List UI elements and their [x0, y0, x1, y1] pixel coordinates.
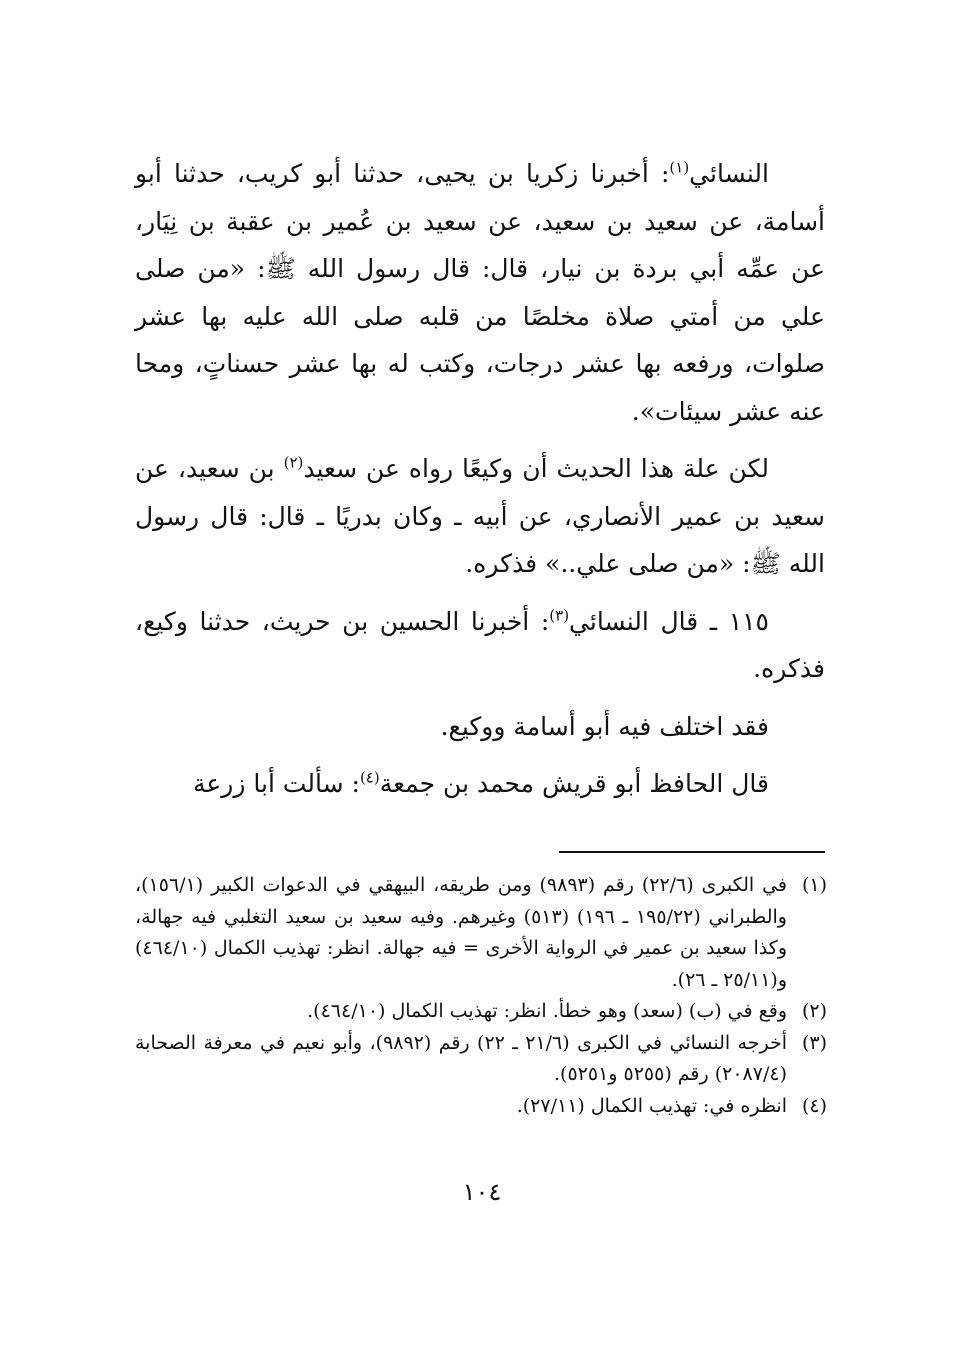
footnote [135, 996, 827, 1028]
footnote-text: انظره في: تهذيب الكمال (٢٧/١١). [516, 1094, 787, 1117]
footnote-number: (٣) [801, 1031, 827, 1054]
footnote-text: في الكبرى (٢٢/٦) رقم (٩٨٩٣) ومن طريقه، البيهقي في الدعوات الكبير (١٥٦/١)، والطبراني (١٩٥/٢٢ ـ ١٩٦) (٥١٣) وغيرهم. وفيه سعيد بن سعيد التغلبي فيه جهالة، وكذا سعيد بن عمير في الرواية الأخرى = فيه جهالة. انظر: تهذيب الكمال (٤٦٤/١٠) و(٢٥/١١ ـ ٢٦). [135, 874, 787, 991]
footnote [135, 1028, 827, 1091]
footnote-number: (١) [801, 874, 827, 896]
footnotes [135, 870, 827, 1122]
footnote-text: أخرجه النسائي في الكبرى (٢١/٦ ـ ٢٢) رقم (٩٨٩٢)، وأبو نعيم في معرفة الصحابة (٢٠٨٧/٤) رقم (٥٢٥٥ و٥٢٥١). [135, 1031, 787, 1085]
paragraph-3-lead: ١١٥ ـ قال النسائي [569, 606, 769, 636]
footnote-ref-1: (١) [669, 158, 690, 177]
main-text [135, 150, 825, 818]
paragraph-5-lead: قال الحافظ أبو قريش محمد بن جمعة [379, 769, 769, 798]
paragraph-1-lead: النسائي [689, 159, 769, 188]
paragraph-3-text: : أخبرنا الحسين بن حريث، حدثنا وكيع، فذكره. [135, 606, 825, 683]
paragraph-2-text: بن سعيد، عن سعيد بن عمير الأنصاري، عن أبيه ـ وكان بدريًا ـ قال: قال رسول الله ﷺ: «من صلى علي..» فذكره. [135, 454, 825, 578]
footnote [135, 870, 827, 996]
paragraph-1 [135, 150, 825, 435]
footnote-separator [559, 851, 825, 853]
paragraph-5 [135, 760, 825, 808]
footnote-ref-2: (٢) [283, 453, 304, 472]
paragraph-4: فقد اختلف فيه أبو أسامة ووكيع. [440, 711, 769, 741]
footnote-text: وقع في (ب) (سعد) وهو خطأ. انظر: تهذيب الكمال (٤٦٤/١٠). [307, 1000, 787, 1022]
paragraph-3 [135, 598, 825, 693]
paragraph-2 [135, 445, 825, 588]
footnote-ref-4: (٤) [359, 768, 380, 787]
paragraph-1-text: : أخبرنا زكريا بن يحيى، حدثنا أبو كريب، حدثنا أبو أسامة، عن سعيد بن سعيد، عن سعيد بن عُمير بن عقبة بن نِيَار، عن عمِّه أبي بردة بن نيار، قال: قال رسول الله ﷺ: «من صلى علي من أمتي صلاة مخلصًا من قلبه صلى الله عليه بها عشر صلوات، ورفعه بها عشر درجات، وكتب له بها عشر حسناتٍ، ومحا عنه عشر سيئات». [135, 159, 825, 426]
footnote-number: (٤) [801, 1094, 827, 1117]
paragraph-2-lead: لكن علة هذا الحديث أن وكيعًا رواه عن سعيد [303, 454, 769, 483]
paragraph-5-text: : سألت أبا زرعة [192, 769, 360, 798]
footnote-number: (٢) [801, 1000, 827, 1022]
footnote-ref-3: (٣) [549, 606, 570, 625]
page-number: ١٠٤ [462, 1178, 502, 1206]
footnote [135, 1091, 827, 1123]
